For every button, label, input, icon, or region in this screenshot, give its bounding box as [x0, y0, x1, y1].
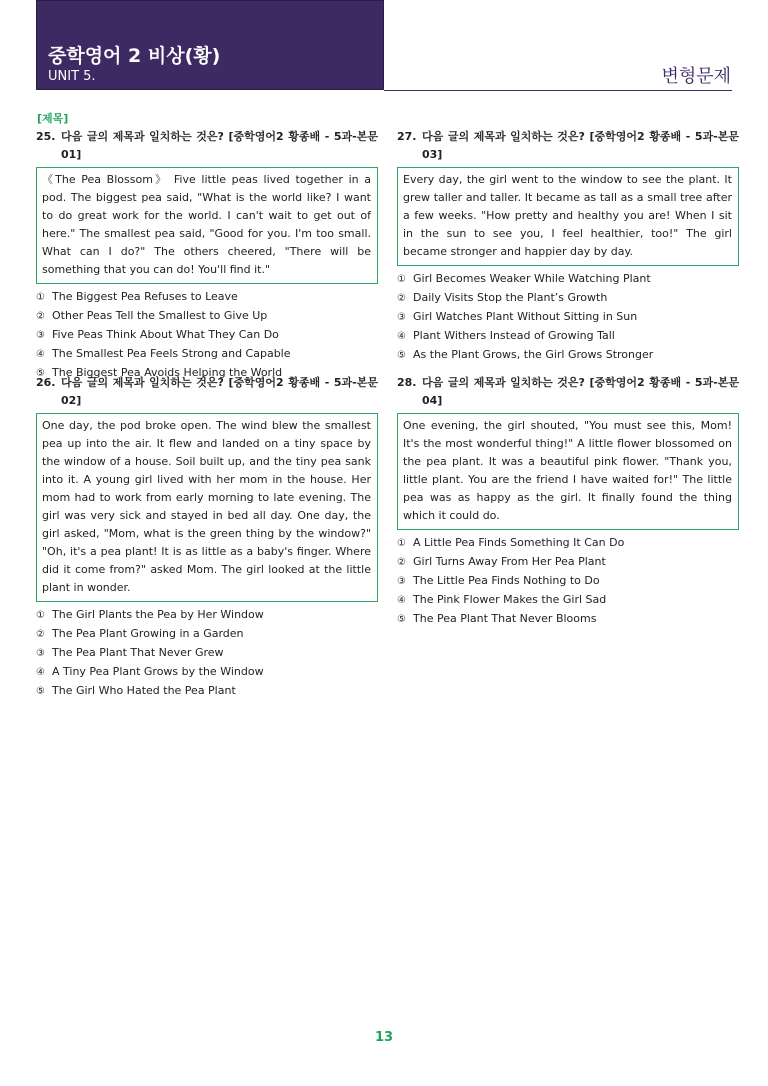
option-marker: ④ — [36, 667, 45, 678]
page-number: 13 — [374, 1030, 394, 1045]
unit-label: UNIT 5. — [48, 69, 96, 84]
answer-option[interactable] — [397, 553, 739, 572]
answer-option[interactable] — [397, 270, 739, 289]
question-number: 25. — [36, 130, 56, 143]
question-28 — [397, 374, 739, 629]
option-text: Five Peas Think About What They Can Do — [52, 328, 279, 341]
option-text: The Little Pea Finds Nothing to Do — [413, 574, 600, 587]
answer-option[interactable] — [36, 345, 378, 364]
section-label: [제목] — [37, 112, 69, 125]
answer-options — [36, 288, 378, 383]
option-text: Other Peas Tell the Smallest to Give Up — [52, 309, 268, 322]
header-banner — [36, 0, 384, 90]
option-text: The Pea Plant That Never Grew — [52, 646, 224, 659]
option-text: The Girl Who Hated the Pea Plant — [52, 684, 236, 697]
question-prompt — [397, 374, 739, 410]
option-marker: ② — [397, 557, 406, 568]
option-marker: ④ — [36, 349, 45, 360]
option-text: A Little Pea Finds Something It Can Do — [413, 536, 625, 549]
answer-option[interactable] — [36, 644, 378, 663]
option-text: Daily Visits Stop the Plant’s Growth — [413, 291, 608, 304]
answer-option[interactable] — [36, 307, 378, 326]
answer-option[interactable] — [36, 326, 378, 345]
textbook-title: 중학영어 2 비상(황) — [48, 45, 221, 67]
option-marker: ⑤ — [36, 686, 45, 697]
passage-box: Every day, the girl went to the window to see the plant. It grew taller and taller. It became as tall as a small tree after a few weeks. "How pretty and healthy you are! When I sit in the sun to see you, I feel healthier, too!" The girl became stronger and happier day by day. — [397, 167, 739, 266]
option-text: Plant Withers Instead of Growing Tall — [413, 329, 615, 342]
answer-option[interactable] — [397, 327, 739, 346]
option-marker: ③ — [36, 648, 45, 659]
answer-option[interactable] — [36, 682, 378, 701]
question-prompt — [36, 128, 378, 164]
question-26 — [36, 374, 378, 701]
answer-options — [36, 606, 378, 701]
answer-options — [397, 270, 739, 365]
question-number: 27. — [397, 130, 417, 143]
option-text: The Pea Plant That Never Blooms — [413, 612, 597, 625]
question-text: 다음 글의 제목과 일치하는 것은? [중학영어2 황종배 - 5과-본문 02] — [61, 376, 378, 407]
option-marker: ① — [36, 610, 45, 621]
question-prompt — [36, 374, 378, 410]
option-marker: ④ — [397, 331, 406, 342]
answer-option[interactable] — [397, 572, 739, 591]
header-divider — [384, 90, 732, 91]
option-marker: ① — [36, 292, 45, 303]
option-marker: ③ — [397, 312, 406, 323]
option-text: Girl Turns Away From Her Pea Plant — [413, 555, 606, 568]
option-text: Girl Watches Plant Without Sitting in Sun — [413, 310, 638, 323]
question-text: 다음 글의 제목과 일치하는 것은? [중학영어2 황종배 - 5과-본문 01] — [61, 130, 378, 161]
option-text: As the Plant Grows, the Girl Grows Stronger — [413, 348, 654, 361]
question-25 — [36, 128, 378, 383]
passage-box: One evening, the girl shouted, "You must see this, Mom! It's the most wonderful thing!" A little flower blossomed on the pea plant. It was a beautiful pink flower. "Thank you, little plant. You are the friend I have waited for!" The little pea was as happy as the girl. It finally found the thing which it could do. — [397, 413, 739, 530]
answer-option[interactable] — [397, 289, 739, 308]
option-text: The Pink Flower Makes the Girl Sad — [413, 593, 607, 606]
option-marker: ⑤ — [397, 350, 406, 361]
question-prompt — [397, 128, 739, 164]
option-marker: ① — [397, 538, 406, 549]
answer-option[interactable] — [36, 625, 378, 644]
answer-option[interactable] — [397, 534, 739, 553]
option-marker: ① — [397, 274, 406, 285]
answer-option[interactable] — [397, 610, 739, 629]
answer-option[interactable] — [36, 663, 378, 682]
option-marker: ⑤ — [36, 368, 45, 379]
question-27 — [397, 128, 739, 365]
option-text: The Biggest Pea Avoids Helping the World — [52, 366, 283, 379]
question-text: 다음 글의 제목과 일치하는 것은? [중학영어2 황종배 - 5과-본문 04] — [422, 376, 739, 407]
answer-option[interactable] — [36, 606, 378, 625]
answer-option[interactable] — [397, 346, 739, 365]
question-text: 다음 글의 제목과 일치하는 것은? [중학영어2 황종배 - 5과-본문 03] — [422, 130, 739, 161]
option-marker: ② — [397, 293, 406, 304]
passage-box: 《The Pea Blossom》 Five little peas lived together in a pod. The biggest pea said, "What is the world like? I want to do great work for the world. I can't wait to get out of here." The smallest pea said, "Good for you. I'm too small. What can I do?" The others cheered, "There will be something that you can do! You'll find it." — [36, 167, 378, 284]
document-type-label: 변형문제 — [661, 66, 731, 87]
answer-option[interactable] — [36, 288, 378, 307]
option-marker: ④ — [397, 595, 406, 606]
option-text: A Tiny Pea Plant Grows by the Window — [52, 665, 264, 678]
answer-option[interactable] — [397, 308, 739, 327]
option-marker: ③ — [397, 576, 406, 587]
option-text: The Girl Plants the Pea by Her Window — [52, 608, 264, 621]
answer-options — [397, 534, 739, 629]
option-text: The Biggest Pea Refuses to Leave — [52, 290, 238, 303]
answer-option[interactable] — [397, 591, 739, 610]
option-text: Girl Becomes Weaker While Watching Plant — [413, 272, 651, 285]
passage-box: One day, the pod broke open. The wind blew the smallest pea up into the air. It flew and landed on a tiny space by the window of a house. Soil built up, and the tiny pea sank into it. A young girl lived with her mom in the house. Her mom had to work from early morning to late evening. The girl was very sick and stayed in bed all day. One day, the girl asked, "Mom, what is the green thing by the window?" "Oh, it's a pea plant! It is as little as a baby's finger. Where did it come from?" asked Mom. The girl looked at the little plant in wonder. — [36, 413, 378, 602]
option-marker: ② — [36, 311, 45, 322]
question-number: 28. — [397, 376, 417, 389]
option-marker: ③ — [36, 330, 45, 341]
option-text: The Smallest Pea Feels Strong and Capable — [52, 347, 291, 360]
option-text: The Pea Plant Growing in a Garden — [52, 627, 244, 640]
option-marker: ② — [36, 629, 45, 640]
question-number: 26. — [36, 376, 56, 389]
option-marker: ⑤ — [397, 614, 406, 625]
